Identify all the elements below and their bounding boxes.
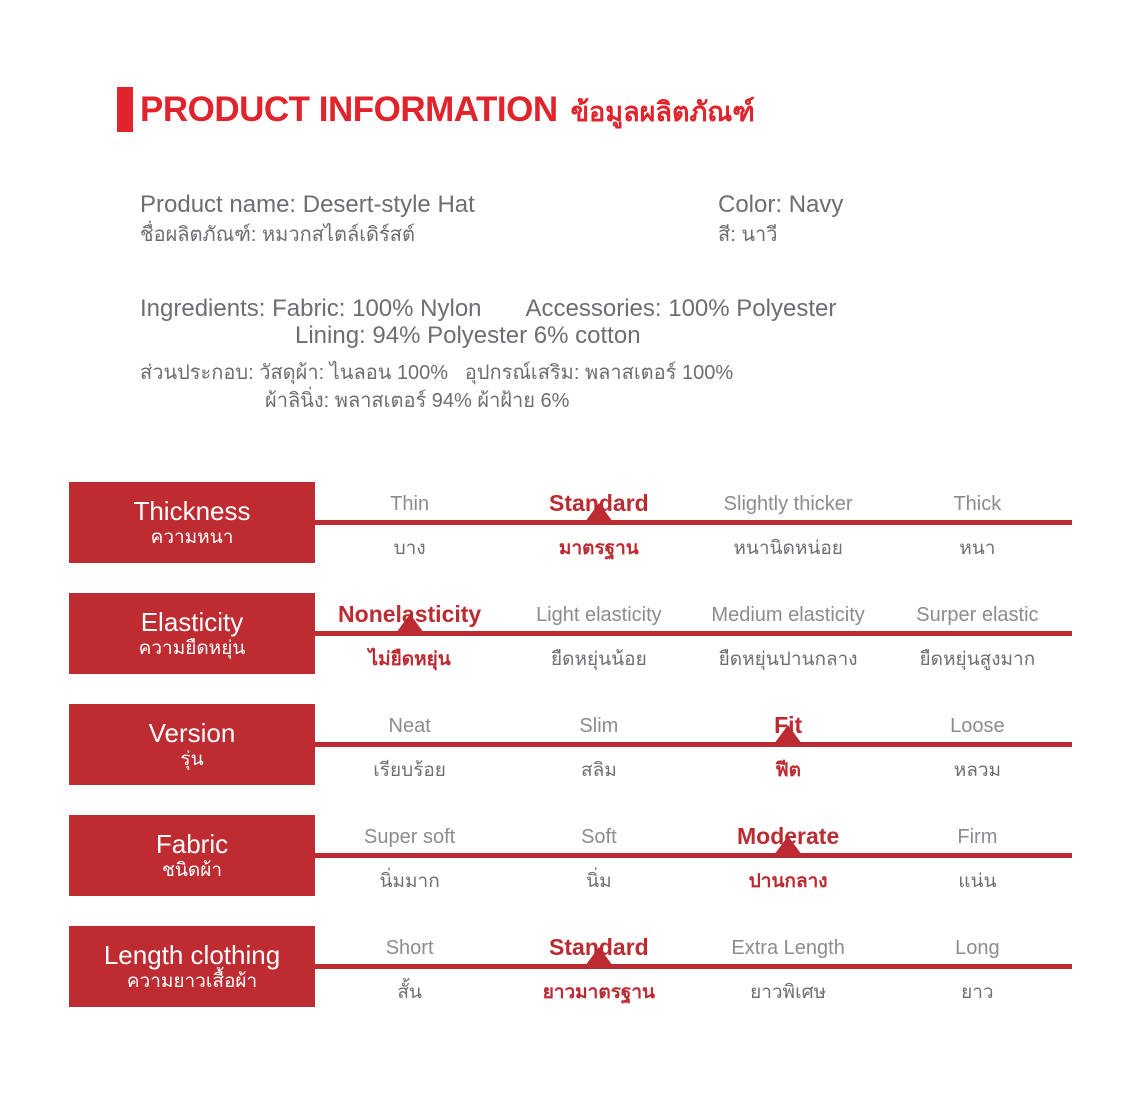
attribute-header: [69, 815, 315, 896]
attribute-label-th: รุ่น: [180, 748, 204, 770]
option-label-th: สั้น: [397, 982, 422, 1003]
option-label-en: Thick: [953, 492, 1002, 515]
option-label-en: Thin: [390, 492, 430, 515]
attribute-label-en: Thickness: [133, 495, 251, 526]
selected-marker-icon: [396, 614, 424, 633]
option-label-en: Standard: [549, 489, 649, 516]
ingredients-line1-th: ส่วนประกอบ: วัสดุผ้า: ไนลอน 100% อุปกรณ์เสริม: พลาสเตอร์ 100%: [140, 362, 734, 384]
attribute-header: [69, 482, 315, 563]
option-label-th: ไม่ยืดหยุ่น: [368, 649, 451, 670]
title-accent-bar: [117, 87, 133, 132]
option-label-en: Standard: [549, 933, 649, 960]
scale-option: [883, 815, 1072, 896]
ingredients-block: [140, 295, 836, 415]
product-color-block: [718, 190, 843, 250]
attribute-scale: [315, 926, 1072, 1007]
attribute-label-en: Elasticity: [140, 606, 244, 637]
scale-option: [504, 926, 693, 1007]
scale-option: [694, 704, 883, 785]
option-label-en: Slightly thicker: [723, 492, 853, 515]
attribute-row-version: [69, 704, 1072, 785]
ingredients-line1: [140, 295, 836, 322]
attribute-label-th: ชนิดผ้า: [161, 859, 223, 881]
option-label-th: ปานกลาง: [748, 871, 828, 892]
selected-marker-icon: [774, 836, 802, 855]
option-label-en: Firm: [957, 825, 998, 848]
option-label-en: Light elasticity: [536, 603, 662, 626]
ingredients-line2-th: ผ้าลินิ่ง: พลาสเตอร์ 94% ผ้าฝ้าย 6%: [265, 390, 570, 412]
selected-marker-icon: [585, 947, 613, 966]
option-label-th: หลวม: [953, 760, 1002, 781]
scale-option: [504, 704, 693, 785]
option-label-en: Long: [955, 936, 1000, 959]
selected-marker-icon: [774, 725, 802, 744]
scale-option: [315, 593, 504, 674]
attribute-header: [69, 593, 315, 674]
scale-option: [883, 926, 1072, 1007]
product-color-th: สี: นาวี: [718, 224, 778, 246]
product-color-en: Color: Navy: [718, 191, 844, 218]
option-label-th: ฟีต: [775, 760, 802, 781]
attribute-scale: [315, 704, 1072, 785]
option-label-en: Soft: [581, 825, 617, 848]
product-name-th: ชื่อผลิตภัณฑ์: หมวกสไตล์เดิร์สต์: [140, 224, 415, 246]
scale-option: [315, 482, 504, 563]
scale-option: [504, 482, 693, 563]
option-label-th: ยาวพิเศษ: [750, 982, 827, 1003]
attribute-label-en: Fabric: [155, 828, 229, 859]
attributes-table: [69, 482, 1072, 1037]
option-label-en: Short: [385, 936, 434, 959]
attribute-label-th: ความหนา: [150, 526, 234, 548]
scale-option: [315, 926, 504, 1007]
attribute-label-en: Version: [148, 717, 236, 748]
selected-marker-icon: [585, 503, 613, 522]
option-label-th: ยืดหยุ่นสูงมาก: [919, 649, 1036, 670]
attribute-scale: [315, 815, 1072, 896]
scale-option: [883, 482, 1072, 563]
scale-option: [883, 593, 1072, 674]
option-label-th: หนา: [959, 538, 996, 559]
ingredients-accessories-en: Accessories: 100% Polyester: [525, 295, 837, 322]
option-label-en: Super soft: [364, 825, 456, 848]
scale-option: [315, 815, 504, 896]
page-title: [117, 87, 755, 132]
scale-option: [694, 593, 883, 674]
option-label-th: สลิม: [580, 760, 617, 781]
attribute-header: [69, 926, 315, 1007]
option-label-en: Medium elasticity: [711, 603, 865, 626]
scale-option: [315, 704, 504, 785]
ingredients-lining-en: Lining: 94% Polyester 6% cotton: [295, 322, 641, 349]
option-label-th: ยืดหยุ่นน้อย: [551, 649, 647, 670]
option-label-th: แน่น: [958, 871, 997, 892]
page-title-en: PRODUCT INFORMATION: [140, 89, 558, 129]
scale-option: [883, 704, 1072, 785]
attribute-label-th: ความยาวเสื้อผ้า: [126, 970, 258, 992]
product-name-en: Product name: Desert-style Hat: [140, 191, 475, 218]
scale-option: [504, 593, 693, 674]
option-label-th: นิ่ม: [586, 871, 612, 892]
option-label-th: นิ่มมาก: [379, 871, 440, 892]
option-label-en: Moderate: [737, 822, 840, 849]
option-label-en: Slim: [579, 714, 619, 737]
attribute-label-th: ความยืดหยุ่น: [138, 637, 246, 659]
attribute-row-length-clothing: [69, 926, 1072, 1007]
scale-option: [504, 815, 693, 896]
option-label-th: ยาวมาตรฐาน: [542, 982, 656, 1003]
option-label-en: Surper elastic: [916, 603, 1039, 626]
option-label-th: ยาว: [961, 982, 994, 1003]
attribute-header: [69, 704, 315, 785]
attribute-scale: [315, 482, 1072, 563]
scale-option: [694, 815, 883, 896]
option-label-en: Fit: [774, 711, 803, 738]
attribute-row-fabric: [69, 815, 1072, 896]
attribute-scale: [315, 593, 1072, 674]
ingredients-fabric-en: Ingredients: Fabric: 100% Nylon: [140, 295, 482, 322]
attribute-row-elasticity: [69, 593, 1072, 674]
option-label-en: Extra Length: [731, 936, 845, 959]
attribute-label-en: Length clothing: [103, 939, 281, 970]
option-label-th: เรียบร้อย: [373, 760, 446, 781]
page-title-th: ข้อมูลผลิตภัณฑ์: [570, 97, 755, 127]
option-label-en: Nonelasticity: [338, 600, 482, 627]
option-label-th: ยืดหยุ่นปานกลาง: [718, 649, 858, 670]
option-label-en: Neat: [388, 714, 431, 737]
scale-option: [694, 482, 883, 563]
option-label-en: Loose: [950, 714, 1005, 737]
attribute-row-thickness: [69, 482, 1072, 563]
scale-option: [694, 926, 883, 1007]
option-label-th: มาตรฐาน: [558, 538, 639, 559]
product-name-block: [140, 190, 475, 250]
option-label-th: บาง: [393, 538, 426, 559]
option-label-th: หนานิดหน่อย: [733, 538, 843, 559]
